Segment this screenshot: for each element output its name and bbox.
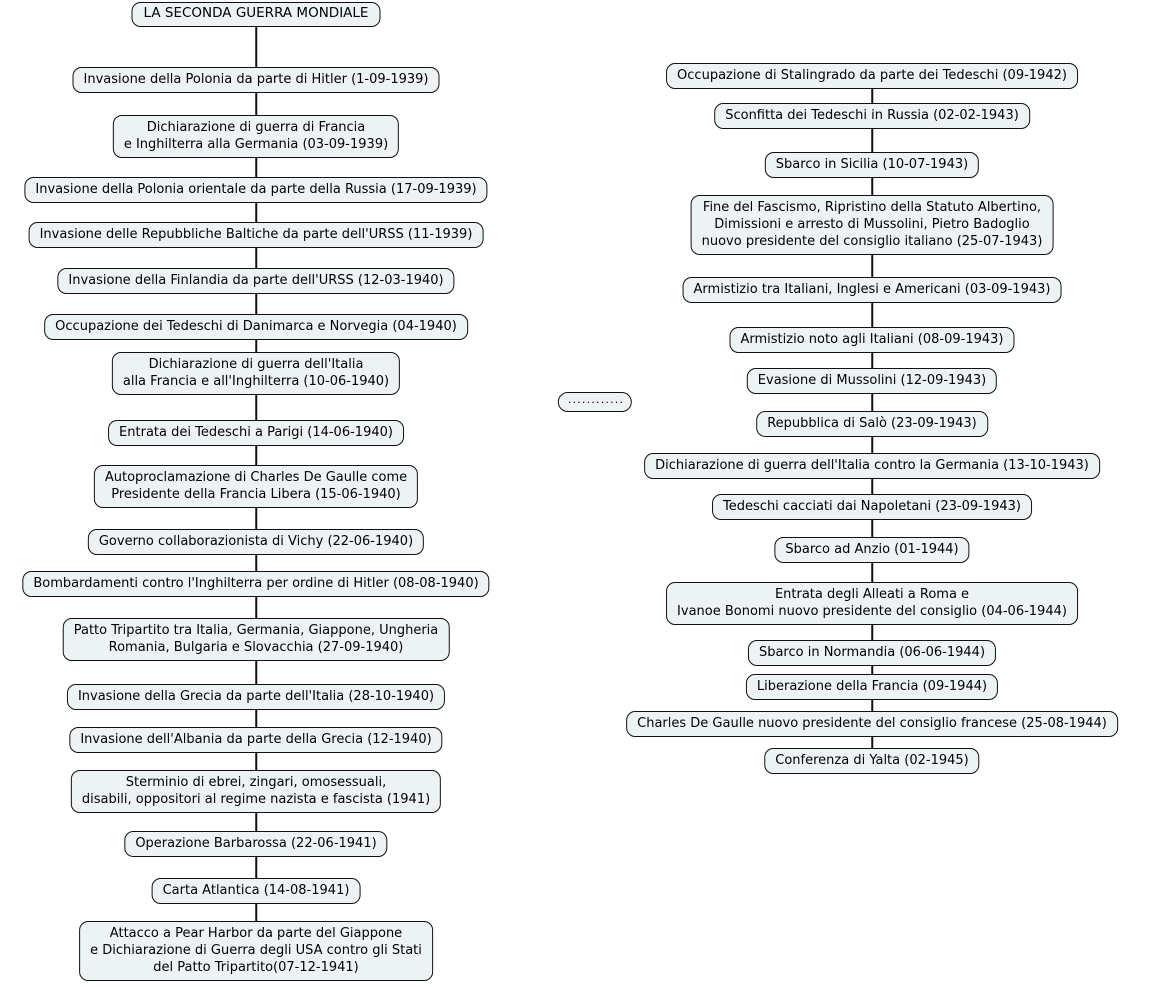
connector-line [871, 479, 873, 494]
timeline-node[interactable]: Liberazione della Francia (09-1944) [746, 674, 998, 700]
timeline-node[interactable]: Invasione della Polonia da parte di Hitler (1-09-1939) [73, 67, 440, 93]
connector-line [871, 700, 873, 711]
timeline-node[interactable]: Invasione della Finlandia da parte dell'URSS (12-03-1940) [57, 268, 454, 294]
timeline-node[interactable]: Sconfitta dei Tedeschi in Russia (02-02-1943) [714, 103, 1030, 129]
timeline-node[interactable]: Armistizio noto agli Italiani (08-09-1943) [729, 327, 1014, 353]
connector-line [255, 203, 257, 222]
connector-line [255, 857, 257, 878]
timeline-node[interactable]: Charles De Gaulle nuovo presidente del consiglio francese (25-08-1944) [626, 711, 1118, 737]
connector-line [871, 89, 873, 103]
connector-line [255, 27, 257, 67]
collapsed-branch-node[interactable]: ............ [558, 392, 632, 412]
timeline-node[interactable]: Autoproclamazione di Charles De Gaulle come Presidente della Francia Libera (15-06-1940) [94, 465, 418, 508]
timeline-node[interactable]: Invasione dell'Albania da parte della Grecia (12-1940) [69, 727, 442, 753]
timeline-node[interactable]: Dichiarazione di guerra dell'Italia contro la Germania (13-10-1943) [644, 453, 1100, 479]
timeline-node[interactable]: Invasione delle Repubbliche Baltiche da parte dell'URSS (11-1939) [29, 222, 484, 248]
connector-line [255, 248, 257, 268]
timeline-node[interactable]: Operazione Barbarossa (22-06-1941) [124, 831, 387, 857]
connector-line [255, 93, 257, 115]
connector-line [255, 753, 257, 770]
timeline-node[interactable]: Dichiarazione di guerra di Francia e Inghilterra alla Germania (03-09-1939) [113, 115, 399, 158]
timeline-node[interactable]: Entrata dei Tedeschi a Parigi (14-06-1940) [108, 420, 404, 446]
connector-line [871, 394, 873, 411]
connector-line [871, 255, 873, 277]
connector-line [871, 437, 873, 453]
timeline-node[interactable]: Attacco a Pear Harbor da parte del Giappone e Dichiarazione di Guerra degli USA contro gli Stati del Patto Tripartito(07-12-1941) [79, 921, 433, 981]
connector-line [255, 597, 257, 618]
connector-line [255, 395, 257, 420]
connector-line [255, 661, 257, 684]
timeline-node[interactable]: Patto Tripartito tra Italia, Germania, Giappone, Ungheria Romania, Bulgaria e Slovacchia (27-09-1940) [63, 618, 450, 661]
timeline-node[interactable]: Tedeschi cacciati dai Napoletani (23-09-1943) [712, 494, 1032, 520]
connector-line [255, 508, 257, 529]
connector-line [871, 666, 873, 674]
connector-line [871, 625, 873, 640]
connector-line [255, 555, 257, 571]
connector-line [871, 353, 873, 368]
connector-line [255, 813, 257, 831]
connector-line [255, 340, 257, 352]
timeline-node[interactable]: Sterminio di ebrei, zingari, omosessuali, disabili, oppositori al regime nazista e fascista (1941) [71, 770, 441, 813]
timeline-node[interactable]: Invasione della Polonia orientale da parte della Russia (17-09-1939) [24, 177, 487, 203]
connector-line [871, 520, 873, 537]
timeline-node[interactable]: Bombardamenti contro l'Inghilterra per ordine di Hitler (08-08-1940) [22, 571, 489, 597]
connector-line [871, 303, 873, 327]
connector-line [871, 129, 873, 152]
timeline-node[interactable]: Entrata degli Alleati a Roma e Ivanoe Bonomi nuovo presidente del consiglio (04-06-1944) [666, 582, 1078, 625]
connector-line [871, 178, 873, 195]
timeline-node[interactable]: Armistizio tra Italiani, Inglesi e Americani (03-09-1943) [683, 277, 1062, 303]
connector-line [255, 710, 257, 727]
connector-line [255, 904, 257, 921]
timeline-node[interactable]: Carta Atlantica (14-08-1941) [152, 878, 361, 904]
root-node-title[interactable]: LA SECONDA GUERRA MONDIALE [132, 2, 381, 27]
connector-line [255, 158, 257, 177]
connector-line [255, 446, 257, 465]
timeline-node[interactable]: Sbarco in Normandia (06-06-1944) [748, 640, 996, 666]
timeline-node[interactable]: Sbarco ad Anzio (01-1944) [774, 537, 969, 563]
timeline-node[interactable]: Evasione di Mussolini (12-09-1943) [747, 368, 997, 394]
timeline-node[interactable]: Dichiarazione di guerra dell'Italia alla Francia e all'Inghilterra (10-06-1940) [112, 352, 400, 395]
timeline-node[interactable]: Fine del Fascismo, Ripristino della Statuto Albertino, Dimissioni e arresto di Mussolini, Pietro Badoglio nuovo presidente del consiglio italiano (25-07-1943) [691, 195, 1054, 255]
timeline-node[interactable]: Conferenza di Yalta (02-1945) [764, 748, 979, 774]
connector-line [255, 294, 257, 314]
timeline-node[interactable]: Invasione della Grecia da parte dell'Italia (28-10-1940) [67, 684, 445, 710]
connector-line [871, 737, 873, 748]
timeline-node[interactable]: Repubblica di Salò (23-09-1943) [756, 411, 988, 437]
timeline-node[interactable]: Governo collaborazionista di Vichy (22-06-1940) [88, 529, 424, 555]
timeline-node[interactable]: Occupazione dei Tedeschi di Danimarca e Norvegia (04-1940) [44, 314, 468, 340]
timeline-node[interactable]: Sbarco in Sicilia (10-07-1943) [765, 152, 979, 178]
connector-line [871, 563, 873, 582]
timeline-node[interactable]: Occupazione di Stalingrado da parte dei Tedeschi (09-1942) [666, 63, 1078, 89]
